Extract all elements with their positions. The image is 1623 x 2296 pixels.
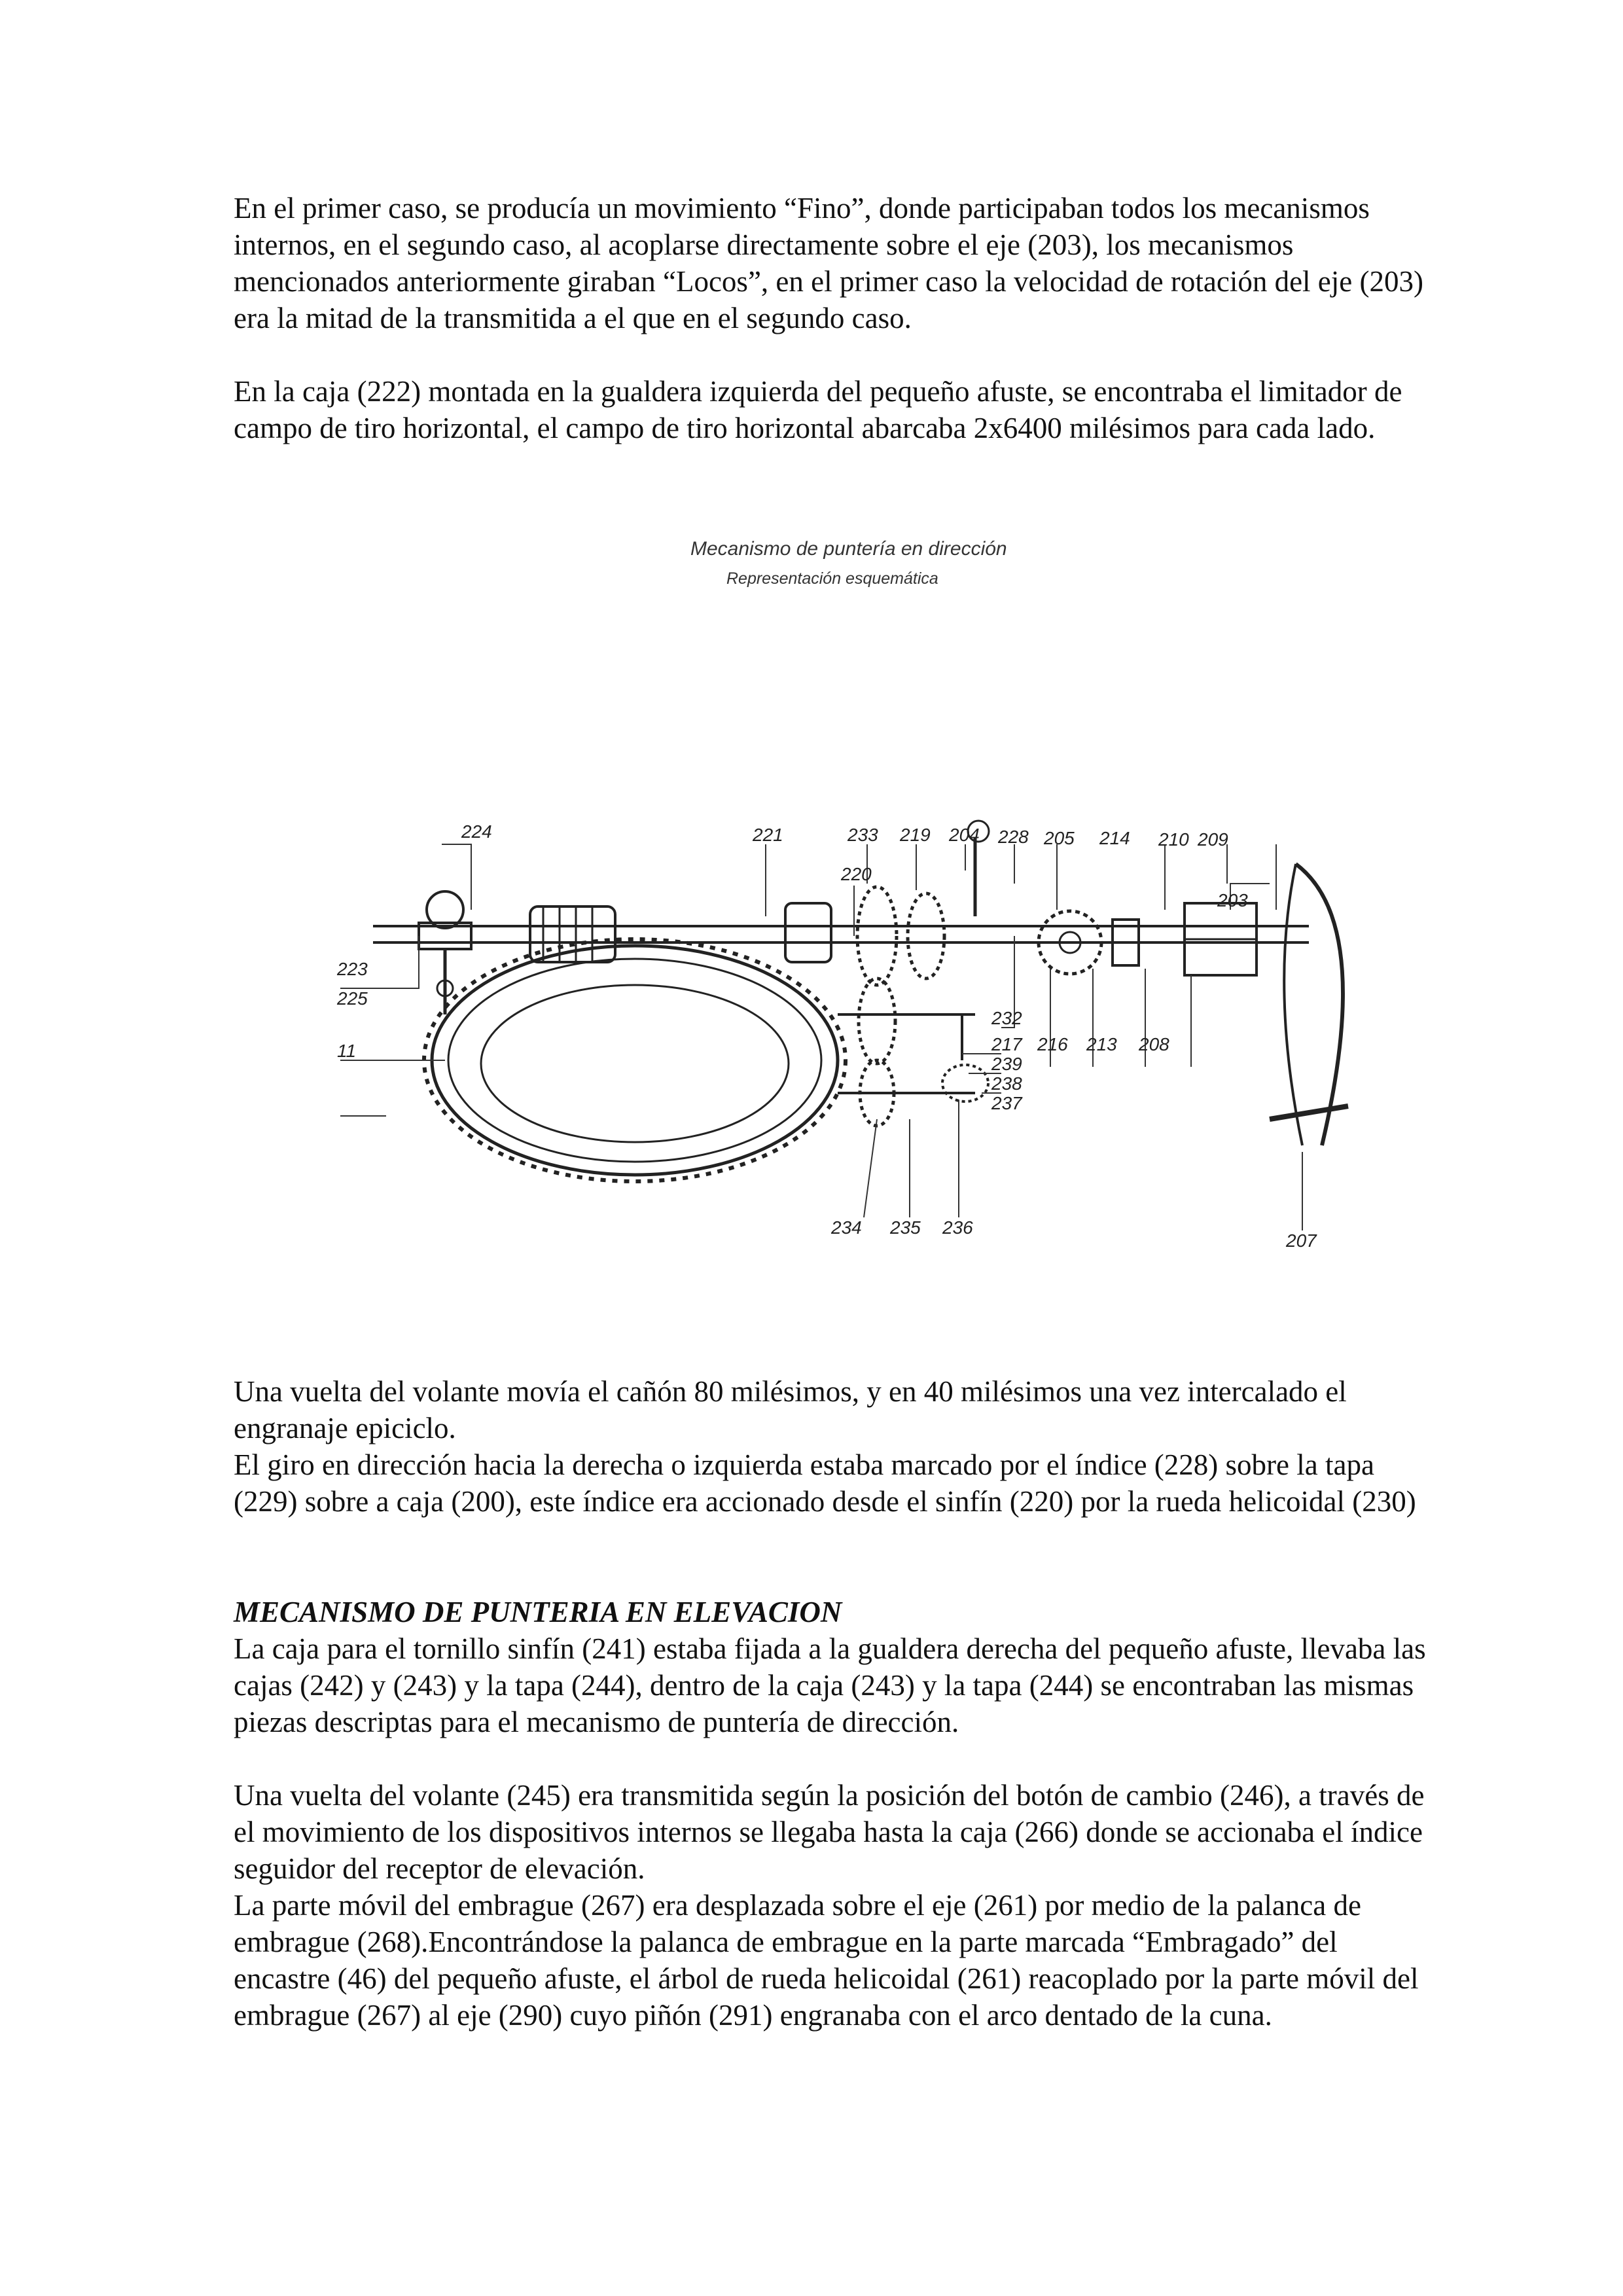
label-224: 224: [461, 821, 492, 842]
gear-219: [857, 887, 897, 985]
label-223: 223: [337, 959, 368, 979]
label-213: 213: [1086, 1034, 1117, 1054]
label-221: 221: [753, 825, 783, 845]
label-233: 233: [847, 825, 878, 845]
schematic-drawing: [223, 517, 1400, 1302]
label-236: 236: [942, 1217, 973, 1238]
label-238: 238: [991, 1073, 1022, 1094]
label-220: 220: [841, 864, 872, 884]
label-232: 232: [991, 1008, 1022, 1028]
label-225: 225: [337, 988, 368, 1009]
label-234: 234: [831, 1217, 862, 1238]
figure-caption-subtitle: Representación esquemática: [726, 569, 938, 588]
label-214: 214: [1099, 828, 1130, 848]
label-203: 203: [1217, 890, 1248, 910]
paragraph-giro-direccion: El giro en dirección hacia la derecha o izquierda estaba marcado por el índice (228) sobre la tapa (229) sobre a caja (200), este índice era accionado desde el sinfín (220) por la rueda helicoidal (230): [234, 1448, 1416, 1518]
label-216: 216: [1037, 1034, 1068, 1054]
label-209: 209: [1198, 829, 1228, 850]
worm-233: [785, 903, 831, 962]
paragraph-caja-222: En la caja (222) montada en la gualdera izquierda del pequeño afuste, se encontraba el limitador de campo de tiro horizontal, el campo de tiro horizontal abarcaba 2x6400 milésimos para cada lado.: [234, 375, 1402, 444]
label-237: 237: [991, 1093, 1022, 1113]
toothed-ring-bore: [481, 985, 789, 1142]
figure-mecanismo-direccion: [223, 517, 1400, 1302]
toothed-ring-outer: [432, 946, 838, 1175]
paragraph-fino-locos: En el primer caso, se producía un movimiento “Fino”, donde participaban todos los mecanismos internos, en el segundo caso, al acoplarse directamente sobre el eje (203), los mecanismos mencionados anteriormente giraban “Locos”, en el primer caso la velocidad de rotación del eje (203) era la mitad de la transmitida a el que en el segundo caso.: [234, 192, 1423, 334]
paragraph-volante-245: Una vuelta del volante (245) era transmitida según la posición del botón de cambio (246), a través de el movimiento de los dispositivos internos se llegaba hasta la caja (266) donde se accionaba el índice seguidor del receptor de elevación.: [234, 1779, 1425, 1885]
gear-238: [942, 1065, 988, 1102]
label-219: 219: [900, 825, 931, 845]
handwheel-209: [1296, 864, 1343, 1145]
toothed-ring-inner: [448, 959, 821, 1162]
label-217: 217: [991, 1034, 1022, 1054]
label-204: 204: [949, 825, 980, 845]
label-239: 239: [991, 1054, 1022, 1074]
label-210: 210: [1158, 829, 1189, 850]
label-205: 205: [1044, 828, 1075, 848]
label-207: 207: [1286, 1230, 1317, 1251]
label-235: 235: [890, 1217, 921, 1238]
gear-204: [908, 893, 944, 978]
label-228: 228: [998, 827, 1029, 847]
label-208: 208: [1139, 1034, 1169, 1054]
crank-handle-207: [1270, 1106, 1348, 1119]
paragraph-caja-sinfin: La caja para el tornillo sinfín (241) estaba fijada a la gualdera derecha del pequeño afuste, llevaba las cajas (242) y (243) y la tapa (244), dentro de la caja (243) y la tapa (244) se encontraban las mismas piezas descriptas para el mecanismo de puntería de dirección.: [234, 1632, 1426, 1738]
section-heading-elevacion: MECANISMO DE PUNTERIA EN ELEVACION: [234, 1596, 842, 1628]
figure-caption-title: Mecanismo de puntería en dirección: [690, 538, 1007, 560]
toothed-ring-teeth: [424, 939, 846, 1181]
paragraph-embrague: La parte móvil del embrague (267) era desplazada sobre el eje (261) por medio de la palanca de embrague (268).Encontrándose la palanca de embrague en la parte marcada “Embragado” del encastre (46) del pequeño afuste, el árbol de rueda helicoidal (261) reacoplado por la parte móvil del embrague (267) al eje (290) cuyo piñón (291) engranaba con el arco dentado de la cuna.: [234, 1889, 1419, 2032]
label-11: 11: [337, 1041, 357, 1061]
paragraph-vuelta-volante: Una vuelta del volante movía el cañón 80 milésimos, y en 40 milésimos una vez intercalado el engranaje epiciclo.: [234, 1375, 1347, 1444]
gear-217: [859, 978, 895, 1064]
